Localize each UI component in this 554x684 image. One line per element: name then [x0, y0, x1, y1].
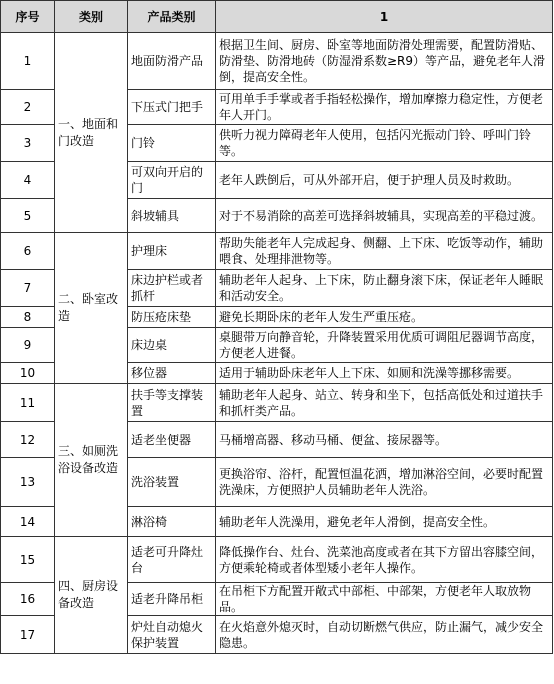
description-cell: 辅助老年人起身、上下床，防止翻身滚下床，保证老年人睡眠和活动安全。 — [216, 270, 553, 307]
product-cell: 适老坐便器 — [128, 422, 216, 458]
description-cell: 辅助老年人起身、站立、转身和坐下，包括高低处和过道扶手和抓杆类产品。 — [216, 384, 553, 422]
description-cell: 在火焰意外熄灭时，自动切断燃气供应，防止漏气，减少安全隐患。 — [216, 616, 553, 654]
table-row — [1, 233, 553, 270]
description-cell: 更换浴帘、浴杆，配置恒温花洒，增加淋浴空间，必要时配置洗澡床，方便照护人员辅助老年人洗浴。 — [216, 458, 553, 507]
product-cell: 地面防滑产品 — [128, 33, 216, 90]
category-cell: 四、厨房设备改造 — [55, 537, 128, 654]
row-number: 3 — [1, 125, 55, 162]
row-number: 17 — [1, 616, 55, 654]
row-number: 14 — [1, 507, 55, 537]
product-cell: 淋浴椅 — [128, 507, 216, 537]
description-cell: 可用单手手掌或者手指轻松操作，增加摩擦力稳定性，方便老年人开门。 — [216, 90, 553, 125]
product-cell: 适老可升降灶台 — [128, 537, 216, 583]
description-cell: 避免长期卧床的老年人发生严重压疮。 — [216, 307, 553, 328]
product-cell: 扶手等支撑装置 — [128, 384, 216, 422]
product-cell: 炉灶自动熄火保护装置 — [128, 616, 216, 654]
product-cell: 洗浴装置 — [128, 458, 216, 507]
table-row — [1, 33, 553, 90]
row-number: 12 — [1, 422, 55, 458]
header-number: 序号 — [1, 1, 55, 33]
header-description: 1 — [216, 1, 553, 33]
category-cell: 一、地面和门改造 — [55, 33, 128, 233]
description-cell: 对于不易消除的高差可选择斜坡辅具，实现高差的平稳过渡。 — [216, 199, 553, 233]
description-cell: 根据卫生间、厨房、卧室等地面防滑处理需要，配置防滑贴、防滑垫、防滑地砖（防湿滑系数≥R9）等产品，避免老年人滑倒，提高安全性。 — [216, 33, 553, 90]
row-number: 8 — [1, 307, 55, 328]
product-cell: 床边桌 — [128, 328, 216, 363]
row-number: 5 — [1, 199, 55, 233]
description-cell: 在吊柜下方配置开敞式中部柜、中部架，方便老年人取放物品。 — [216, 583, 553, 616]
row-number: 13 — [1, 458, 55, 507]
description-cell: 桌腿带万向静音轮，升降装置采用优质可调阻尼器调节高度，方便老人进餐。 — [216, 328, 553, 363]
product-cell: 可双向开启的门 — [128, 162, 216, 199]
product-cell: 移位器 — [128, 363, 216, 384]
row-number: 4 — [1, 162, 55, 199]
header-category: 类别 — [55, 1, 128, 33]
row-number: 1 — [1, 33, 55, 90]
row-number: 16 — [1, 583, 55, 616]
description-cell: 帮助失能老年人完成起身、侧翻、上下床、吃饭等动作，辅助喂食、处理排泄物等。 — [216, 233, 553, 270]
table-row — [1, 384, 553, 422]
product-cell: 防压疮床垫 — [128, 307, 216, 328]
description-cell: 适用于辅助卧床老年人上下床、如厕和洗澡等挪移需要。 — [216, 363, 553, 384]
row-number: 15 — [1, 537, 55, 583]
product-cell: 床边护栏或者抓杆 — [128, 270, 216, 307]
description-cell: 老年人跌倒后，可从外部开启，便于护理人员及时救助。 — [216, 162, 553, 199]
row-number: 7 — [1, 270, 55, 307]
description-cell: 辅助老年人洗澡用，避免老年人滑倒，提高安全性。 — [216, 507, 553, 537]
row-number: 2 — [1, 90, 55, 125]
description-cell: 降低操作台、灶台、洗菜池高度或者在其下方留出容膝空间，方便乘轮椅或者体型矮小老年人操作。 — [216, 537, 553, 583]
row-number: 11 — [1, 384, 55, 422]
header-row — [1, 1, 553, 33]
product-cell: 护理床 — [128, 233, 216, 270]
product-cell: 门铃 — [128, 125, 216, 162]
category-cell: 三、如厕洗浴设备改造 — [55, 384, 128, 537]
row-number: 6 — [1, 233, 55, 270]
description-cell: 马桶增高器、移动马桶、便盆、接尿器等。 — [216, 422, 553, 458]
row-number: 9 — [1, 328, 55, 363]
row-number: 10 — [1, 363, 55, 384]
header-product-type: 产品类别 — [128, 1, 216, 33]
product-cell: 适老升降吊柜 — [128, 583, 216, 616]
category-cell: 二、卧室改造 — [55, 233, 128, 384]
product-cell: 下压式门把手 — [128, 90, 216, 125]
product-cell: 斜坡辅具 — [128, 199, 216, 233]
description-cell: 供听力视力障碍老年人使用，包括闪光振动门铃、呼叫门铃等。 — [216, 125, 553, 162]
table-row — [1, 537, 553, 583]
